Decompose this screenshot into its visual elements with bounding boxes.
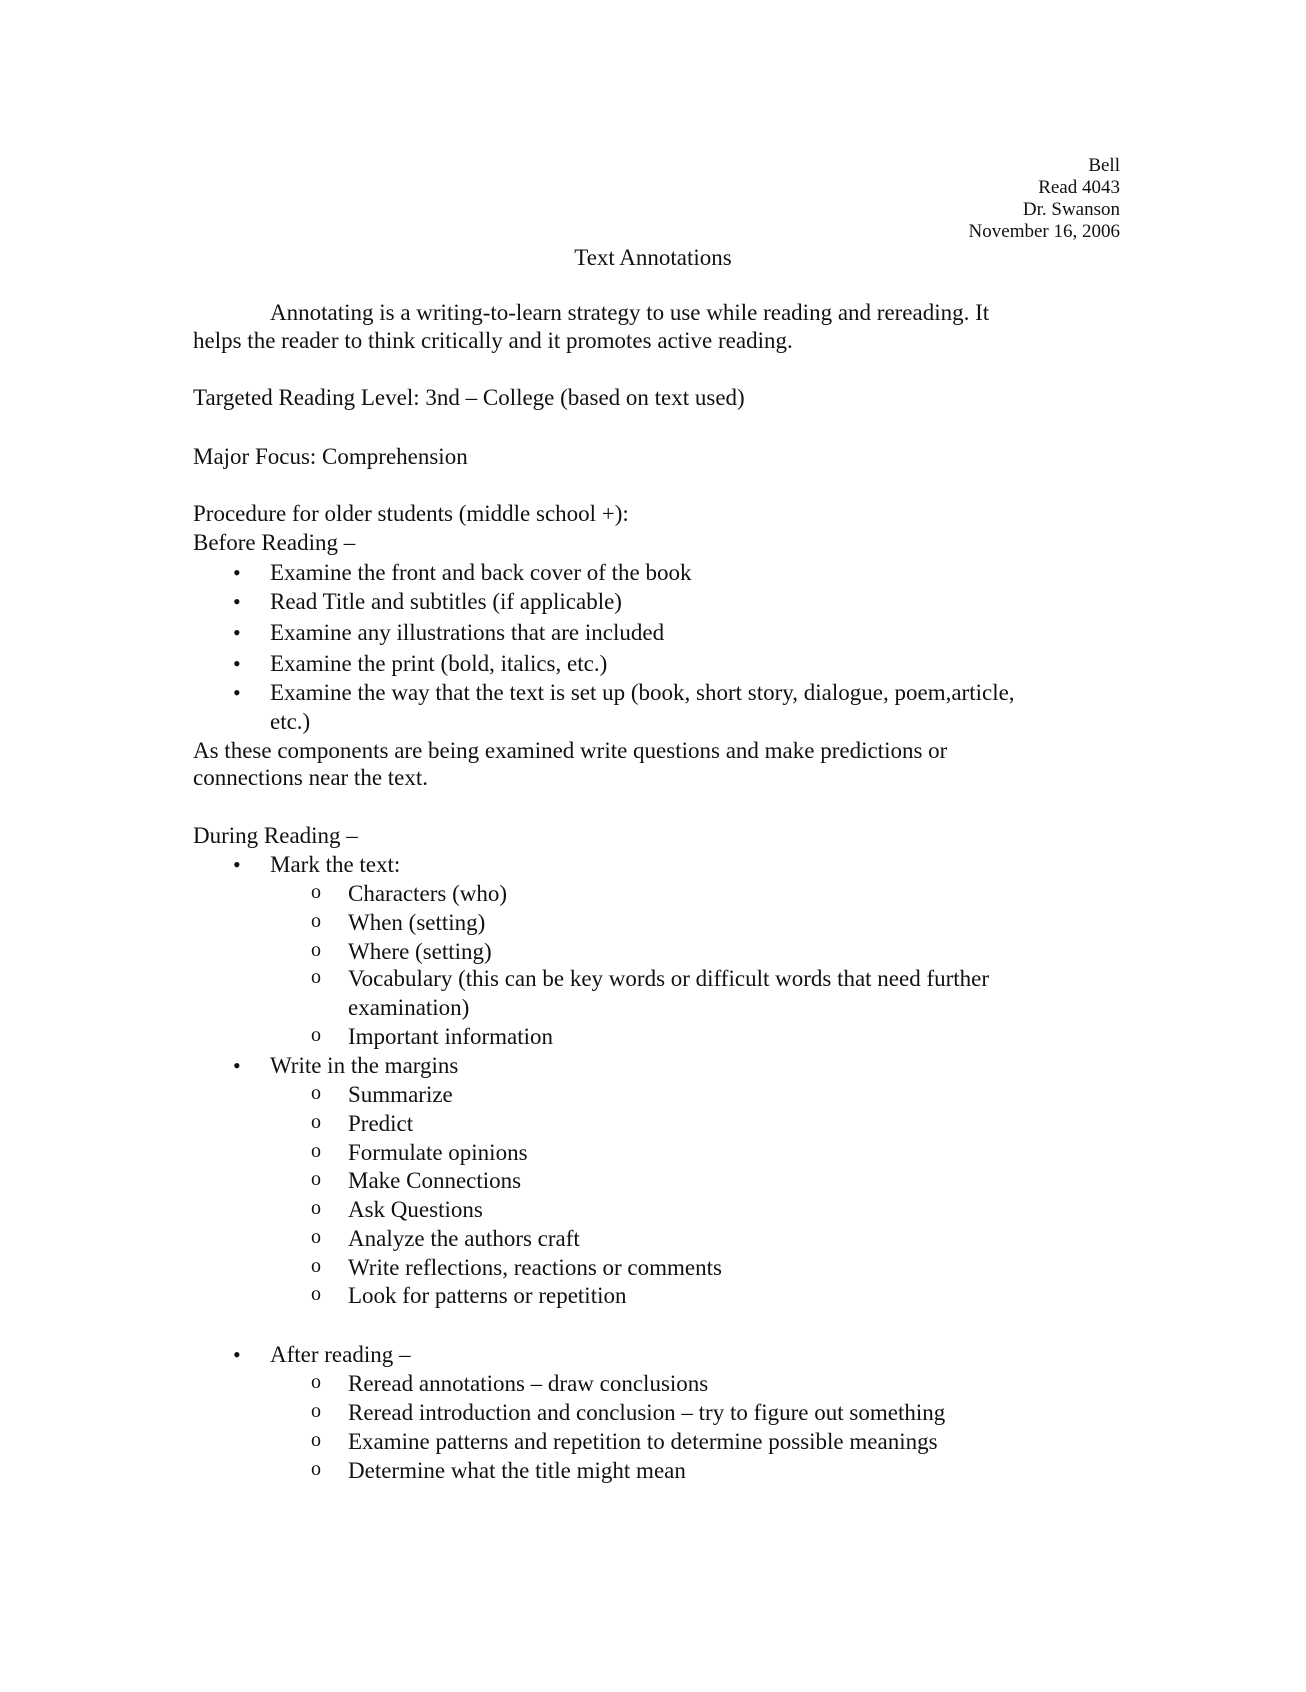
document-page: Bell Read 4043 Dr. Swanson November 16, 2006 Text Annotations Annotating is a writing-to-learn strategy to use while reading and rereading. It helps the reader to think critically and it promotes active reading. Targeted Reading Level: 3nd – College (based on text used) Major Focus: Comprehension Procedure for older students (middle school +): Before Reading – • Examine the front and back cover of the book • Read Title and subtitles (if applicable) • Examine any illustrations that are included • Examine the print (bold, italics, etc.) • Examine the way that the text is set up (book, short story, dialogue, poem,article, etc.) As these components are being examined write questions and make predictions or connections near the text. During Reading – • Mark the text: o Characters (who) o When (setting) o Where (setting) o Vocabulary (this can be key words or difficult words that need further examination) o Important information • Write in the margins o Summarize o Predict o Formulate opinions o Make Connections o Ask Questions o Analyze the authors craft o Write reflections, reactions or comments o Look for patterns or repetition • After reading – o Reread annotations – draw conclusions o Reread introduction and conclusion – try to figure out something o Examine patterns and repetition to determine possible meanings o Determine what the title might mean: [0, 0, 1306, 1692]
document-title: Text Annotations: [574, 245, 732, 270]
circle-bullet-icon: o: [311, 1140, 321, 1162]
before-note-line-1: As these components are being examined write questions and make predictions or: [193, 738, 948, 763]
circle-bullet-icon: o: [311, 881, 321, 903]
course-number: Read 4043: [1038, 177, 1120, 198]
before-note-line-2: connections near the text.: [193, 765, 429, 790]
bullet-icon: •: [233, 589, 241, 614]
bullet-icon: •: [233, 651, 241, 676]
circle-bullet-icon: o: [311, 1400, 321, 1422]
header-block: [700, 155, 1120, 243]
intro-line-1: Annotating is a writing-to-learn strategy to use while reading and rereading. It: [270, 300, 990, 325]
bullet-icon: •: [233, 852, 241, 877]
author-name: Bell: [1088, 155, 1120, 176]
circle-bullet-icon: o: [311, 966, 321, 988]
circle-bullet-icon: o: [311, 1226, 321, 1248]
during-reading-heading: During Reading –: [193, 823, 358, 848]
before-reading-heading: Before Reading –: [193, 530, 356, 555]
circle-bullet-icon: o: [311, 1429, 321, 1451]
major-focus: Major Focus: Comprehension: [193, 444, 468, 469]
reading-level: Targeted Reading Level: 3nd – College (based on text used): [193, 385, 745, 410]
bullet-icon: •: [233, 620, 241, 645]
bullet-icon: •: [233, 680, 241, 705]
circle-bullet-icon: o: [311, 1197, 321, 1219]
circle-bullet-icon: o: [311, 910, 321, 932]
circle-bullet-icon: o: [311, 1458, 321, 1480]
document-date: November 16, 2006: [968, 221, 1120, 242]
circle-bullet-icon: o: [311, 1255, 321, 1277]
intro-line-2: helps the reader to think critically and it promotes active reading.: [193, 328, 793, 353]
circle-bullet-icon: o: [311, 1082, 321, 1104]
circle-bullet-icon: o: [311, 1283, 321, 1305]
list-item-continuation: etc.): [270, 709, 311, 734]
bullet-icon: •: [233, 1342, 241, 1367]
circle-bullet-icon: o: [311, 939, 321, 961]
sub-list-item-continuation: examination): [348, 995, 470, 1020]
circle-bullet-icon: o: [311, 1371, 321, 1393]
circle-bullet-icon: o: [311, 1024, 321, 1046]
circle-bullet-icon: o: [311, 1168, 321, 1190]
bullet-icon: •: [233, 560, 241, 585]
circle-bullet-icon: o: [311, 1111, 321, 1133]
instructor-name: Dr. Swanson: [1022, 199, 1120, 220]
procedure-heading: Procedure for older students (middle school +):: [193, 501, 629, 526]
bullet-icon: •: [233, 1053, 241, 1078]
